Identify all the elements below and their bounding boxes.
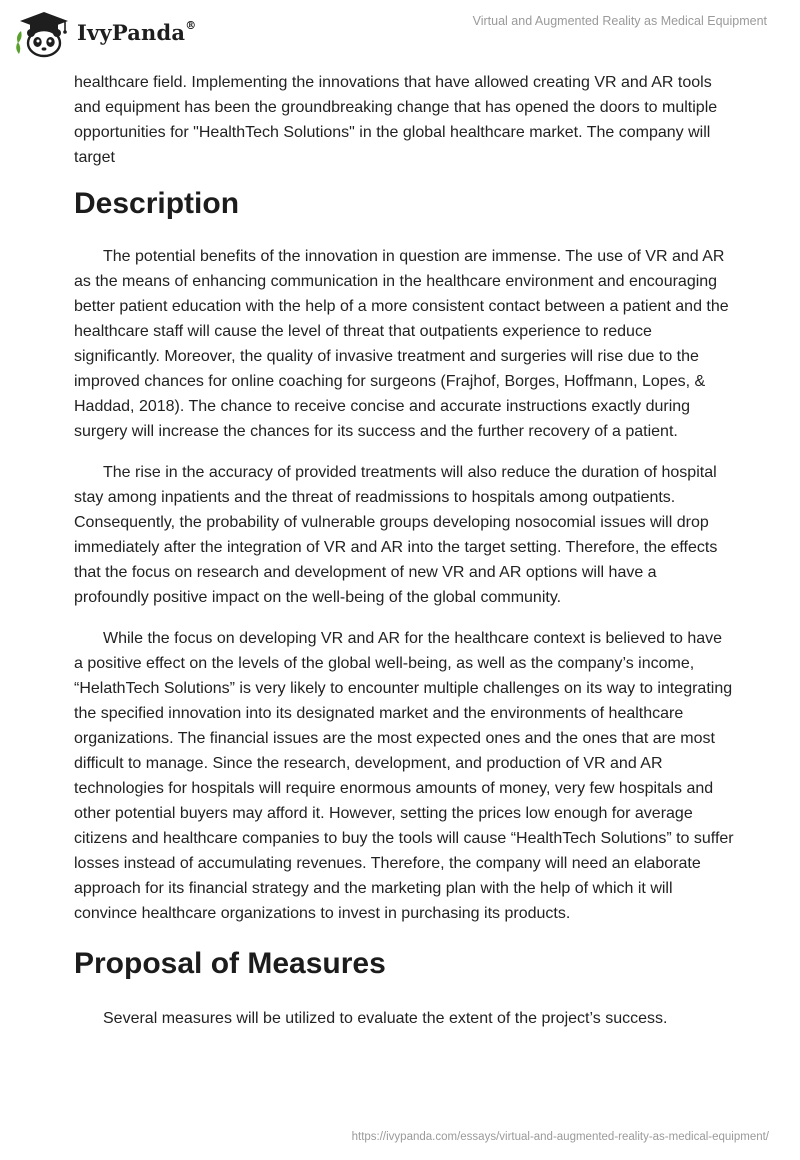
essay-body [74, 70, 734, 1047]
page-header [0, 0, 800, 70]
description-heading: Description [74, 187, 240, 220]
paragraph-accuracy: The rise in the accuracy of provided treatments will also reduce the duration of hospital stay among inpatients and the threat of readmissions to hospitals among outpatients. Consequently, the probability of vulnerable groups developing nosocomial issues will drop immediately after the integration of VR and AR into the target setting. Therefore, the effects that the focus on research and development of new VR and AR options will have a profoundly positive impact on the well-being of the global community. [74, 464, 718, 606]
paragraph-benefits: The potential benefits of the innovation in question are immense. The use of VR and AR as the means of enhancing communication in the healthcare environment and encouraging better patient education with the help of a more consistent contact between a patient and the healthcare staff will cause the level of threat that outpatients experience to reduce significantly. Moreover, the quality of invasive treatment and surgeries will rise due to the improved chances for online coaching for surgeons (Frajhof, Borges, Hoffmann, Lopes, & Haddad, 2018). The chance to receive concise and accurate instructions exactly during surgery will increase the chances for its success and the further recovery of a patient. [74, 248, 729, 440]
proposal-heading: Proposal of Measures [74, 947, 386, 980]
registered-mark: ® [185, 19, 197, 32]
brand-text: IvyPanda [77, 20, 186, 45]
paragraph-challenges: While the focus on developing VR and AR for the healthcare context is believed to have a positive effect on the levels of the global well-being, as well as the company’s income, “HelathTech Solutions” is very likely to encounter multiple challenges on its way to integrating the specified innovation into its designated market and the environments of healthcare organizations. The financial issues are the most expected ones and the ones that are most difficult to manage. Since the research, development, and production of VR and AR technologies for hospitals will require enormous amounts of money, very few hospitals and other potential buyers may afford it. However, setting the prices low enough for average citizens and healthcare companies to buy the tools will cause “HealthTech Solutions” to suffer losses instead of accumulating revenues. Therefore, the company will need an elaborate approach for its financial strategy and the marketing plan with the help of which it will convince healthcare organizations to invest in purchasing its products. [74, 630, 734, 922]
source-url-link[interactable]: https://ivypanda.com/essays/virtual-and-augmented-reality-as-medical-equipment/ [351, 1131, 769, 1143]
paragraph-measures: Several measures will be utilized to evaluate the extent of the project’s success. [103, 1010, 668, 1027]
intro-paragraph: healthcare field. Implementing the innovations that have allowed creating VR and AR tools and equipment has been the groundbreaking change that has opened the doors to multiple opportunities for "HealthTech Solutions" in the global healthcare market. The company will target [74, 74, 718, 166]
ivypanda-logo-icon[interactable] [14, 9, 70, 59]
brand-name[interactable] [77, 20, 196, 45]
document-title: Virtual and Augmented Reality as Medical Equipment [472, 14, 767, 28]
